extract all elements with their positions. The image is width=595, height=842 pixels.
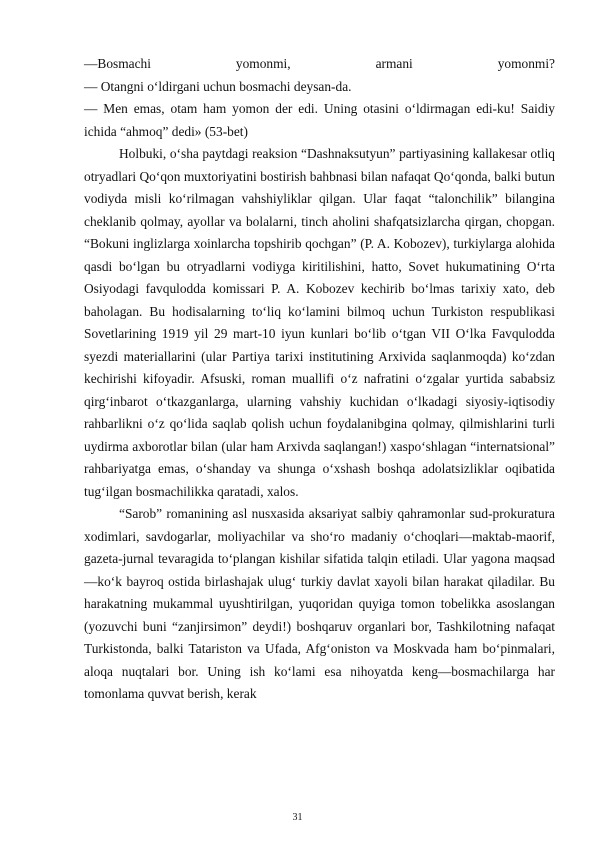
- paragraph-2: “Sarob” romanining asl nusxasida aksariyat salbiy qahramonlar sud-prokuratura xodimlari, savdogarlar, moliyachilar va sho‘ro madaniy o‘choqlari—maktab-maorif, gazeta-jurnal tevaragida to‘plangan kishilar sifatida talqin etiladi. Ular yagona maqsad—ko‘k bayroq ostida birlashajak ulug‘ turkiy davlat xayoli bilan harakat qiladilar. Bu harakatning mukammal uyushtirilgan, yuqoridan quyiga tomon tobelikka asoslangan (yozuvchi buni “zanjirsimon” deydi!) boshqaruv organlari bor, Tashkilotning nafaqat Turkistonda, balki Tatariston va Ufada, Afg‘oniston va Moskvada ham bo‘pinmalari, aloqa nuqtalari bor. Uning ish ko‘lami esa nihoyatda keng—bosmachilarga har tomonlama quvvat berish, kerak: [84, 506, 555, 701]
- dialogue-line-1: —Bosmachi yomonmi, armani yomonmi?: [84, 56, 555, 71]
- document-page: [84, 53, 555, 706]
- page-number: 31: [292, 812, 303, 823]
- dialogue-line-3: — Men emas, otam ham yomon der edi. Uning otasini o‘ldirmagan edi-ku! Saidiy ichida “ahmoq” dedi» (53-bet): [84, 101, 555, 139]
- paragraph-1: Holbuki, o‘sha paytdagi reaksion “Dashnaksutyun” partiyasining kallakesar otliq otryadlari Qo‘qon muxtoriyatini bostirish bahbnasi bilan nafaqat Qo‘qonda, balki butun vodiyda misli ko‘rilmagan vahshiyliklar qilgan. Ular faqat “talonchilik” bilangina cheklanib qolmay, ayollar va bolalarni, tinch aholini shafqatsizlarcha qirgan, chopgan. “Bokuni inglizlarga xoinlarcha topshirib qochgan” (P. A. Kobozev), turkiylarga alohida qasdi bo‘lgan bu otryadlarni vodiyga kiritilishini, hatto, Sovet hukumatining O‘rta Osiyodagi favqulodda komissari P. A. Kobozev kechirib bo‘lmas tarixiy xato, deb baholagan. Bu hodisalarning to‘liq ko‘lamini bilmoq uchun Turkiston respublikasi Sovetlarining 1919 yil 29 mart-10 iyun kunlari bo‘lib o‘tgan VII O‘lka Favqulodda syezdi materiallarini (ular Partiya tarixi institutining Arxivida saqlanmoqda) ko‘zdan kechirishi kifoyadir. Afsuski, roman muallifi o‘z nafratini o‘zgalar yurtida sababsiz qirg‘inbarot o‘tkazganlarga, ularning vahshiy kuchidan o‘lkadagi siyosiy-iqtisodiy rahbarlikni o‘z qo‘lida saqlab qolish uchun foydalanibgina qolmay, qilmishlarini turli uydirma axborotlar bilan (ular ham Arxivda saqlangan!) xaspo‘shlagan “internatsional” rahbariyatga emas, o‘shanday va shunga o‘xshash boshqa adolatsizliklar oqibatida tug‘ilgan bosmachilikka qaratadi, xalos.: [84, 146, 555, 499]
- dialogue-line-2: — Otangni o‘ldirgani uchun bosmachi deysan-da.: [84, 78, 352, 94]
